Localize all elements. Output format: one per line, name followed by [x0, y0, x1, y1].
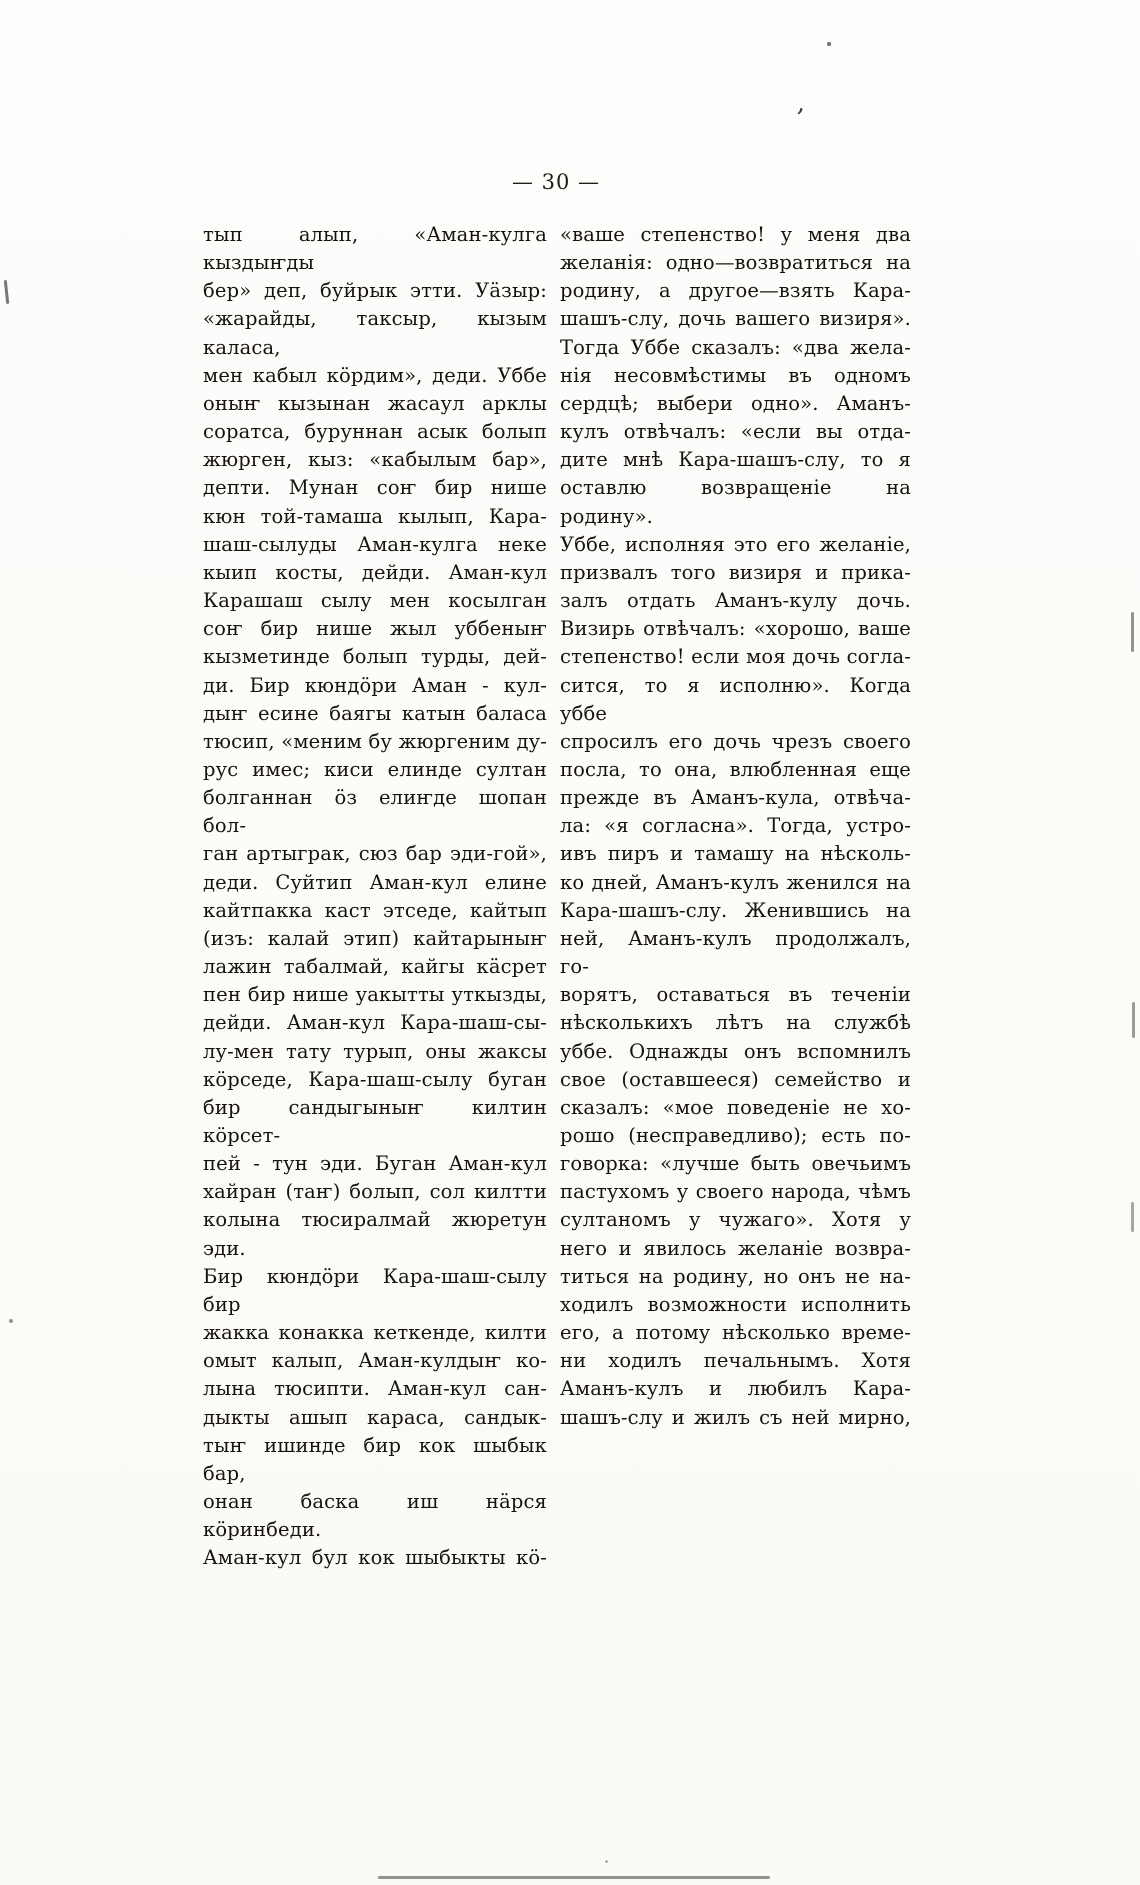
text-line: (изъ: калай этип) кайтарыныҥ: [203, 926, 547, 950]
text-line: сказалъ: «мое поведеніе не хо-: [560, 1095, 911, 1119]
text-line: бир сандыгыныҥ килтин кöрсет-: [203, 1095, 547, 1147]
text-line: лажин табалмай, кайгы кäсрет: [203, 955, 547, 979]
text-line: Тогда Уббе сказалъ: «два жела-: [560, 335, 911, 359]
text-line: ко дней, Аманъ-кулъ женился на: [560, 870, 911, 894]
scan-artifact-bottom-mark: ·: [604, 1852, 610, 1871]
text-line: ди. Бир кюндöри Аман - кул-: [203, 673, 547, 697]
text-line: призвалъ того визиря и прика-: [560, 560, 911, 584]
scan-artifact-right-tick-2: [1132, 1002, 1135, 1038]
text-line: жакка конакка кеткенде, килти: [203, 1321, 547, 1345]
text-line: кöрседе, Кара-шаш-сылу буган: [203, 1067, 547, 1091]
text-line: прежде въ Аманъ-кула, отвѣча-: [560, 786, 911, 810]
text-line: Кара-шашъ-слу. Женившись на: [560, 898, 911, 922]
text-line: залъ отдать Аманъ-кулу дочь.: [560, 589, 911, 613]
text-line: Уббе, исполняя это его желаніе,: [560, 532, 911, 556]
text-line: ходилъ возможности исполнить: [560, 1292, 911, 1316]
scan-artifact-dot-top: [827, 42, 831, 46]
text-line: дыкты ашып караса, сандык-: [203, 1405, 547, 1429]
text-line: оныҥ кызынан жасаул арклы: [203, 391, 547, 415]
text-line: его, а потому нѣсколько време-: [560, 1321, 911, 1345]
text-line: «ваше степенство! у меня два: [560, 223, 911, 246]
text-line: рошо (несправедливо); есть по-: [560, 1124, 911, 1147]
text-line: нія несовмѣстимы въ одномъ: [560, 363, 911, 387]
text-line: сится, то я исполню». Когда уббе: [560, 673, 911, 725]
text-line: лу-мен тату турып, оны жаксы: [203, 1039, 547, 1063]
scan-artifact-right-tick-1: [1131, 612, 1134, 652]
text-line: хайран (таҥ) болып, сол килтти: [203, 1180, 547, 1204]
text-line: кулъ отвѣчалъ: «если вы отда-: [560, 420, 911, 444]
text-line: шашъ-слу и жилъ съ ней мирно,: [560, 1405, 911, 1429]
text-line: степенство! если моя дочь согла-: [560, 645, 911, 669]
page-number: — 30 —: [511, 170, 601, 194]
text-line: ла: «я согласна». Тогда, устро-: [560, 814, 911, 838]
text-line: родину, а другое—взять Кара-: [560, 279, 911, 303]
text-line: спросилъ его дочь чрезъ своего: [560, 729, 911, 753]
text-line: кайтпакка каст этседе, кайтып: [203, 898, 547, 922]
text-line: «жарайды, таксыр, кызым каласа,: [203, 307, 547, 359]
scan-artifact-bottom-line: [378, 1876, 770, 1879]
text-line: шаш-сылуды Аман-кулга неке: [203, 532, 547, 556]
text-line: посла, то она, влюбленная еще: [560, 757, 911, 781]
text-line: соратса, буруннан асык болып: [203, 420, 547, 444]
text-line: говорка: «лучше быть овечьимъ: [560, 1152, 911, 1176]
text-line: тып алып, «Аман-кулга кыздыҥды: [203, 223, 547, 275]
text-line: пастухомъ у своего народа, чѣмъ: [560, 1180, 911, 1204]
text-line: титься на родину, но онъ не на-: [560, 1264, 911, 1288]
text-line: деди. Суйтип Аман-кул елине: [203, 870, 547, 894]
scan-artifact-left-dot: [9, 1319, 13, 1323]
text-line: кюн той-тамаша кылып, Кара-: [203, 504, 547, 528]
text-line: дыҥ есине баягы катын баласа: [203, 701, 547, 725]
scan-artifact-right-tick-3: [1131, 1202, 1134, 1232]
text-line: ивъ пиръ и тамашу на нѣсколь-: [560, 842, 911, 866]
text-line: депти. Мунан соҥ бир нише: [203, 476, 547, 500]
text-line: нѣсколькихъ лѣтъ на службѣ: [560, 1011, 911, 1035]
text-line: соҥ бир нише жыл уббеныҥ: [203, 617, 547, 641]
scan-artifact-comma-top: ’: [792, 103, 806, 135]
text-line: дите мнѣ Кара-шашъ-слу, то я: [560, 448, 911, 472]
text-line: Карашаш сылу мен косылган: [203, 589, 547, 613]
text-line: желанія: одно—возвратиться на: [560, 251, 911, 275]
text-line: дейди. Аман-кул Кара-шаш-сы-: [203, 1011, 547, 1035]
text-line: рус имес; киси елинде султан: [203, 757, 547, 781]
text-line: тюсип, «меним бу жюргеним ду-: [203, 729, 547, 753]
text-line: Аман-кул бул кок шыбыкты кö-: [203, 1546, 547, 1570]
text-line: лына тюсипти. Аман-кул сан-: [203, 1377, 547, 1401]
text-line: колына тюсиралмай жюретун эди.: [203, 1208, 547, 1260]
text-line: мен кабыл кöрдим», деди. Уббе: [203, 363, 547, 387]
left-column: [203, 221, 547, 1573]
text-line: жюрген, кыз: «кабылым бар»,: [203, 448, 547, 472]
text-block: [203, 221, 911, 1573]
text-line: кыип косты, дейди. Аман-кул: [203, 560, 547, 584]
text-line: Визирь отвѣчалъ: «хорошо, ваше: [560, 617, 911, 641]
text-line: бер» деп, буйрык этти. Уӓзыр:: [203, 279, 547, 303]
text-line: ган артыграк, сюз бар эди-гой»,: [203, 842, 547, 866]
text-line: Бир кюндöри Кара-шаш-сылу бир: [203, 1264, 547, 1316]
text-line: сердцѣ; выбери одно». Аманъ-: [560, 391, 911, 415]
text-line: болганнан öз елиҥде шопан бол-: [203, 786, 547, 838]
text-line: тыҥ ишинде бир кок шыбык бар,: [203, 1433, 547, 1485]
text-line: ней, Аманъ-кулъ продолжалъ, го-: [560, 926, 911, 979]
text-line: пен бир нише уакытты уткызды,: [203, 983, 547, 1007]
text-line: него и явилось желаніе возвра-: [560, 1236, 911, 1260]
text-line: оставлю возвращеніе на родину».: [560, 476, 911, 528]
right-column: [560, 221, 911, 1573]
text-line: султаномъ у чужаго». Хотя у: [560, 1208, 911, 1232]
scan-artifact-left-tick: [4, 280, 9, 304]
text-line: шашъ-слу, дочь вашего визиря».: [560, 307, 911, 331]
text-line: Аманъ-кулъ и любилъ Кара-: [560, 1377, 911, 1401]
text-line: онан баска иш нäрся кöринбеди.: [203, 1490, 547, 1542]
text-line: свое (оставшееся) семейство и: [560, 1067, 911, 1091]
text-line: ни ходилъ печальнымъ. Хотя: [560, 1349, 911, 1373]
text-line: пей - тун эди. Буган Аман-кул: [203, 1152, 547, 1176]
text-line: уббе. Однажды онъ вспомнилъ: [560, 1039, 911, 1063]
text-line: ворятъ, оставаться въ теченіи: [560, 983, 911, 1007]
text-line: кызметинде болып турды, дей-: [203, 645, 547, 669]
text-line: омыт калып, Аман-кулдыҥ ко-: [203, 1349, 547, 1373]
